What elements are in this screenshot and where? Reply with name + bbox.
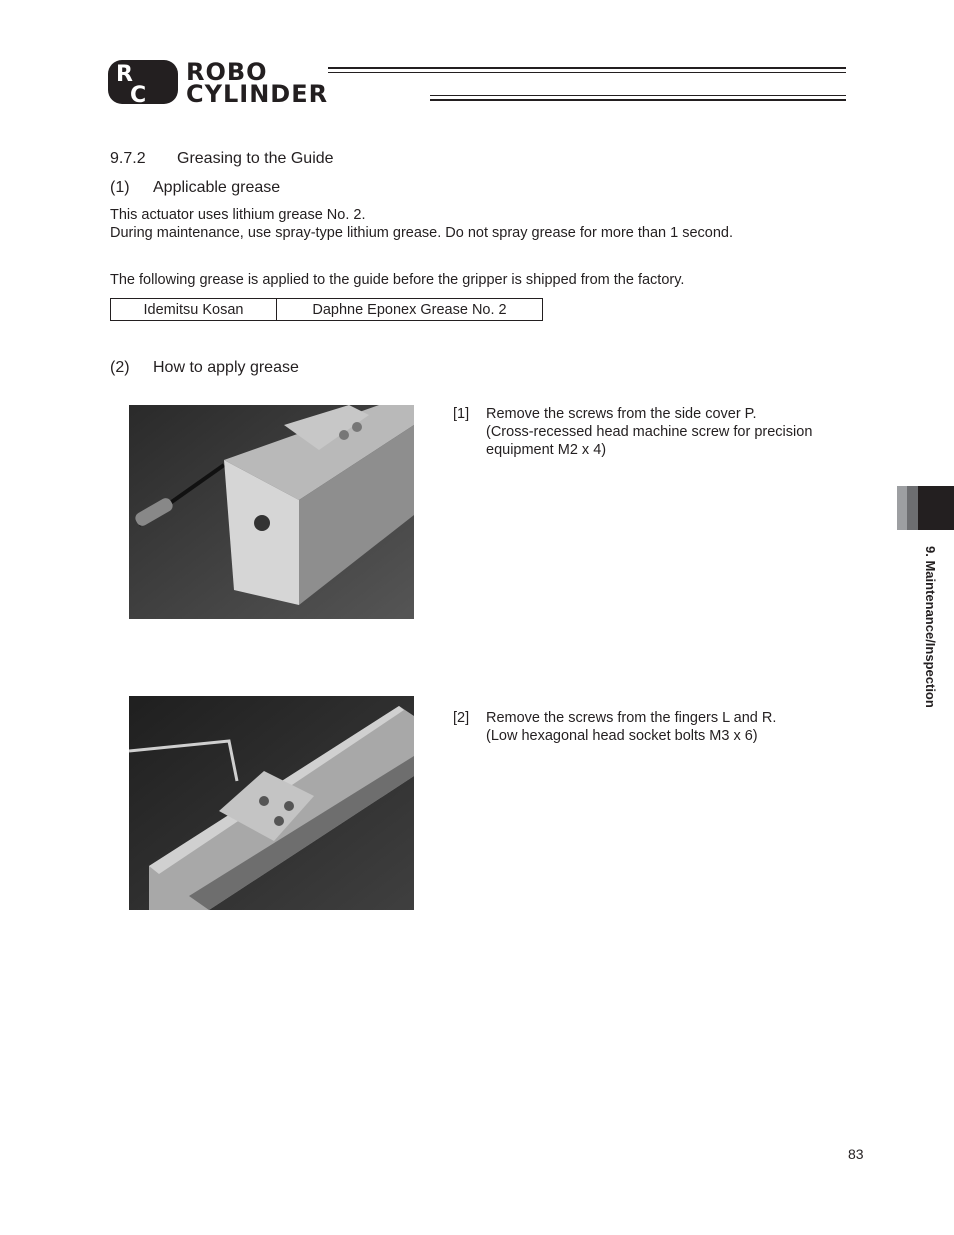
subsection-title: How to apply grease <box>153 359 299 376</box>
logo-word-cylinder: CYLINDER <box>186 80 329 108</box>
step-text-line: Remove the screws from the side cover P. <box>486 406 757 422</box>
paragraph-line: During maintenance, use spray-type lithium grease. Do not spray grease for more than 1 second. <box>110 225 734 241</box>
header-rule <box>328 72 846 73</box>
table-row <box>111 299 543 321</box>
subsection-title: Applicable grease <box>153 179 281 196</box>
step-text-line: (Low hexagonal head socket bolts M3 x 6) <box>486 728 758 744</box>
logo-word-robo: ROBO <box>186 58 268 86</box>
chapter-tab-marker <box>918 486 954 530</box>
rc-logo-icon <box>108 58 182 106</box>
svg-text:C: C <box>130 83 147 106</box>
section-number: 9.7.2 <box>110 150 146 167</box>
photo-side-cover <box>129 405 414 619</box>
chapter-tab-marker <box>897 486 907 530</box>
subsection-number: (2) <box>110 359 130 376</box>
subsection-number: (1) <box>110 179 130 196</box>
page-number: 83 <box>848 1146 864 1162</box>
paragraph-line: This actuator uses lithium grease No. 2. <box>110 207 366 223</box>
step-number: [2] <box>453 710 470 726</box>
chapter-tab-marker <box>907 486 918 530</box>
grease-product-cell: Daphne Eponex Grease No. 2 <box>277 299 543 321</box>
header-rule <box>430 99 846 101</box>
step-number: [1] <box>453 406 470 422</box>
paragraph-line: The following grease is applied to the guide before the gripper is shipped from the factory. <box>110 272 685 288</box>
photo-fingers <box>129 696 414 910</box>
grease-table <box>110 298 543 321</box>
grease-maker-cell: Idemitsu Kosan <box>111 299 277 321</box>
svg-text:R: R <box>116 62 133 87</box>
header-rule <box>430 95 846 96</box>
step-text-line: (Cross-recessed head machine screw for precision <box>486 424 813 440</box>
header-rule <box>328 67 846 69</box>
chapter-side-label: 9. Maintenance/Inspection <box>923 546 938 708</box>
step-text-line: Remove the screws from the fingers L and R. <box>486 710 777 726</box>
section-title: Greasing to the Guide <box>177 150 334 167</box>
step-text-line: equipment M2 x 4) <box>486 442 607 458</box>
